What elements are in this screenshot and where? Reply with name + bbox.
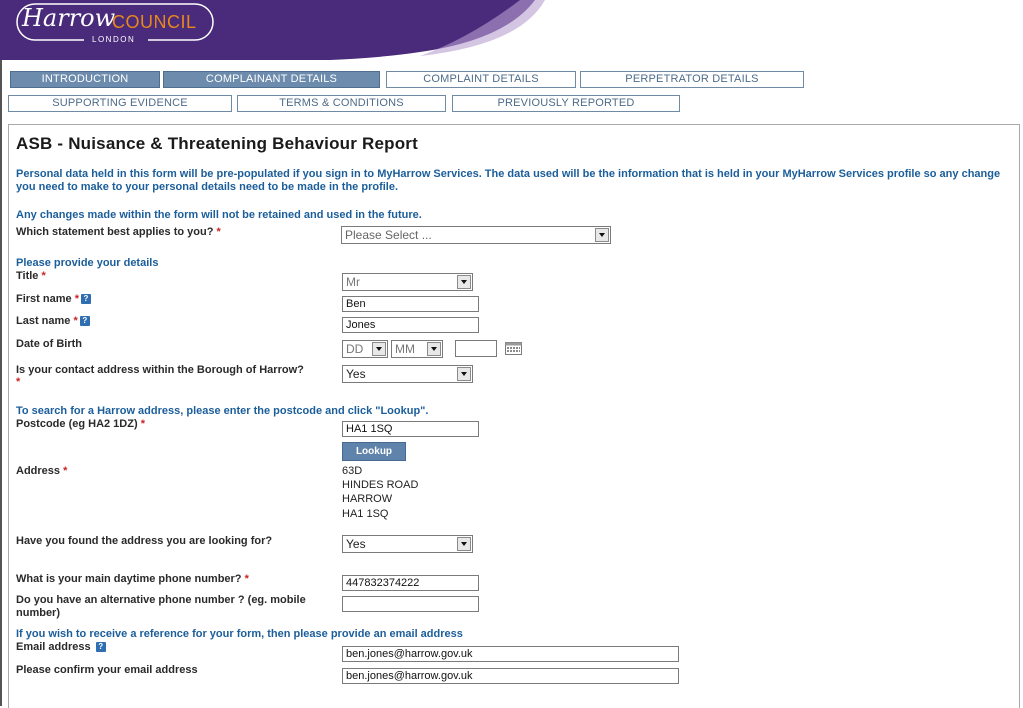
required-mark: * (74, 293, 79, 305)
required-mark: * (63, 465, 68, 477)
tab-complainant-details[interactable]: COMPLAINANT DETAILS (163, 71, 380, 88)
postcode-label (16, 418, 145, 430)
first-name-label-text: First name (16, 293, 72, 305)
first-name-label (16, 293, 91, 305)
required-mark: * (73, 315, 78, 327)
required-mark: * (216, 226, 221, 238)
statement-label-text: Which statement best applies to you? (16, 226, 214, 238)
dob-day-value: DD (346, 342, 364, 356)
site-header (0, 0, 1023, 62)
details-heading: Please provide your details (16, 257, 159, 269)
contact-address-select[interactable] (342, 365, 473, 383)
chevron-down-icon[interactable] (457, 537, 471, 551)
address-label (16, 465, 67, 477)
dob-year-field[interactable] (455, 340, 497, 357)
help-icon[interactable]: ? (80, 316, 90, 326)
tab-complaint-details[interactable]: COMPLAINT DETAILS (386, 71, 576, 88)
phone-label (16, 573, 249, 585)
chevron-down-icon[interactable] (372, 342, 386, 356)
alt-phone-field[interactable] (342, 596, 479, 612)
intro-text: Personal data held in this form will be pre-populated if you sign in to MyHarrow Services. The data used will be the information that is held in your MyHarrow Services profile so any change you need to make to your personal details need to be made in the profile. (16, 168, 1001, 193)
postcode-field[interactable]: HA1 1SQ (342, 421, 479, 437)
required-mark: * (16, 376, 21, 388)
logo-council-text: COUNCIL (112, 12, 197, 32)
confirm-email-label: Please confirm your email address (16, 664, 198, 676)
title-select[interactable] (342, 273, 473, 291)
dob-month-value: MM (395, 342, 415, 356)
email-field[interactable]: ben.jones@harrow.gov.uk (342, 646, 679, 662)
last-name-label-text: Last name (16, 315, 71, 327)
chevron-down-icon[interactable] (457, 367, 471, 381)
tab-terms-conditions[interactable]: TERMS & CONDITIONS (237, 95, 446, 112)
statement-select[interactable] (341, 226, 611, 244)
postcode-label-text: Postcode (eg HA2 1DZ) (16, 418, 138, 430)
dob-month-select[interactable] (391, 340, 443, 358)
email-label (16, 641, 106, 653)
statement-label (16, 226, 221, 238)
email-label-text: Email address (16, 641, 91, 653)
page-title: ASB - Nuisance & Threatening Behaviour Report (16, 134, 418, 153)
contact-label (16, 364, 304, 388)
address-line-2: HINDES ROAD (342, 479, 419, 491)
required-mark: * (140, 418, 145, 430)
help-icon[interactable]: ? (81, 294, 91, 304)
contact-address-value: Yes (346, 367, 366, 381)
harrow-council-logo[interactable] (14, 2, 218, 46)
contact-label-text: Is your contact address within the Borough of Harrow? (16, 364, 304, 376)
last-name-label (16, 315, 90, 327)
alt-phone-label-line1: Do you have an alternative phone number ? (eg. mobile (16, 594, 306, 606)
changes-note: Any changes made within the form will not be retained and used in the future. (16, 209, 422, 221)
found-address-label: Have you found the address you are looking for? (16, 535, 273, 547)
found-address-select[interactable] (342, 535, 473, 553)
lookup-button[interactable]: Lookup (342, 442, 406, 461)
search-heading: To search for a Harrow address, please enter the postcode and click "Lookup". (16, 405, 429, 417)
tab-introduction[interactable]: INTRODUCTION (10, 71, 160, 88)
alt-phone-label-line2: number) (16, 607, 60, 619)
chevron-down-icon[interactable] (457, 275, 471, 289)
address-line-3: HARROW (342, 493, 393, 505)
address-line-1: 63D (342, 465, 363, 477)
first-name-field[interactable]: Ben (342, 296, 479, 312)
title-select-value: Mr (346, 275, 360, 289)
tab-previously-reported[interactable]: PREVIOUSLY REPORTED (452, 95, 680, 112)
address-label-text: Address (16, 465, 61, 477)
title-label-text: Title (16, 270, 39, 282)
email-heading: If you wish to receive a reference for your form, then please provide an email address (16, 628, 463, 640)
statement-select-value: Please Select ... (345, 228, 432, 242)
required-mark: * (244, 573, 249, 585)
required-mark: * (41, 270, 46, 282)
title-label (16, 270, 46, 282)
tab-supporting-evidence[interactable]: SUPPORTING EVIDENCE (8, 95, 232, 112)
logo-london-text: LONDON (92, 35, 136, 44)
tab-perpetrator-details[interactable]: PERPETRATOR DETAILS (580, 71, 804, 88)
address-line-4: HA1 1SQ (342, 508, 389, 520)
chevron-down-icon[interactable] (427, 342, 441, 356)
dob-label: Date of Birth (16, 338, 82, 350)
logo-harrow-text: Harrow (22, 4, 116, 32)
phone-field[interactable]: 447832374222 (342, 575, 479, 591)
alt-phone-label (16, 594, 306, 620)
last-name-field[interactable]: Jones (342, 317, 479, 333)
found-address-value: Yes (346, 537, 366, 551)
phone-label-text: What is your main daytime phone number? (16, 573, 242, 585)
help-icon[interactable]: ? (96, 642, 106, 652)
chevron-down-icon[interactable] (595, 228, 609, 242)
dob-day-select[interactable] (342, 340, 388, 358)
calendar-icon[interactable] (505, 342, 522, 355)
confirm-email-field[interactable]: ben.jones@harrow.gov.uk (342, 668, 679, 684)
